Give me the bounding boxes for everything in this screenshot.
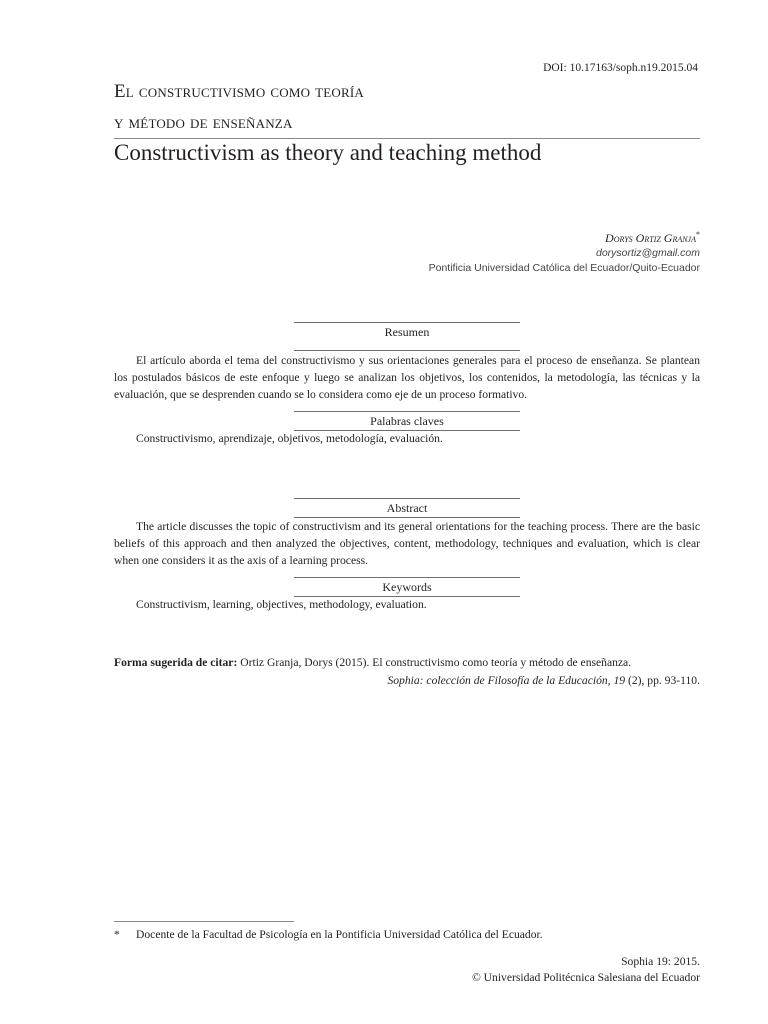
suggested-citation	[114, 654, 700, 690]
author-email: dorysortiz@gmail.com	[595, 247, 700, 259]
citation-text: Ortiz Granja, Dorys (2015). El constructivismo como teoría y método de enseñanza.	[240, 656, 632, 669]
author-footnote-marker: *	[696, 230, 700, 239]
resumen-rule	[294, 350, 520, 351]
citation-journal: Sophia: colección de Filosofía de la Educación, 19	[387, 674, 626, 687]
keywords-heading: Keywords	[294, 577, 520, 595]
resumen-heading: Resumen	[294, 322, 520, 340]
copyright: © Universidad Politécnica Salesiana del Ecuador	[471, 971, 700, 984]
footnote-marker: *	[114, 928, 120, 941]
author-affiliation: Pontificia Universidad Católica del Ecuador/Quito-Ecuador	[428, 262, 700, 274]
title-english: Constructivism as theory and teaching method	[114, 140, 542, 165]
footnote	[114, 928, 543, 941]
abstract-heading: Abstract	[294, 498, 520, 516]
citation-line2	[114, 672, 700, 690]
page-footer	[472, 954, 700, 986]
palabras-claves-rule	[294, 430, 520, 431]
palabras-claves-heading: Palabras claves	[294, 411, 520, 429]
keywords-text: Constructivism, learning, objectives, methodology, evaluation.	[136, 598, 427, 611]
citation-issue-pages: (2), pp. 93-110.	[625, 674, 700, 687]
journal-issue: Sophia 19: 2015.	[621, 955, 700, 968]
author-block	[429, 230, 700, 276]
resumen-text: El artículo aborda el tema del constructivismo y sus orientaciones generales para el proceso de enseñanza. Se plantean los postulados básicos de este enfoque y luego se analizan los objetivos, los contenidos, la metodología, las técnicas y la evaluación, que se desprenden cuando se lo considera como eje de un proceso formativo.	[114, 354, 700, 401]
title-spanish-line1: El constructivismo como teoría	[114, 81, 364, 102]
footnote-divider	[114, 921, 294, 922]
title-divider	[114, 138, 700, 139]
abstract-text: The article discusses the topic of constructivism and its general orientations for the teaching process. There are the basic beliefs of this approach and then analyzed the objectives, content, methodology, techniques and evaluation, which is clear when one considers it as the axis of a learning process.	[114, 520, 700, 567]
palabras-claves-text: Constructivismo, aprendizaje, objetivos, metodología, evaluación.	[136, 432, 443, 445]
citation-label: Forma sugerida de citar:	[114, 656, 238, 669]
citation-line1	[114, 654, 700, 672]
title-spanish	[114, 76, 700, 138]
author-name: Dorys Ortiz Granja	[605, 231, 696, 245]
keywords-rule	[294, 596, 520, 597]
footnote-text: Docente de la Facultad de Psicología en la Pontificia Universidad Católica del Ecuador.	[136, 928, 543, 941]
doi: DOI: 10.17163/soph.n19.2015.04	[543, 62, 698, 74]
author-name-line	[429, 230, 700, 246]
title-spanish-line2: y método de enseñanza	[114, 112, 293, 133]
